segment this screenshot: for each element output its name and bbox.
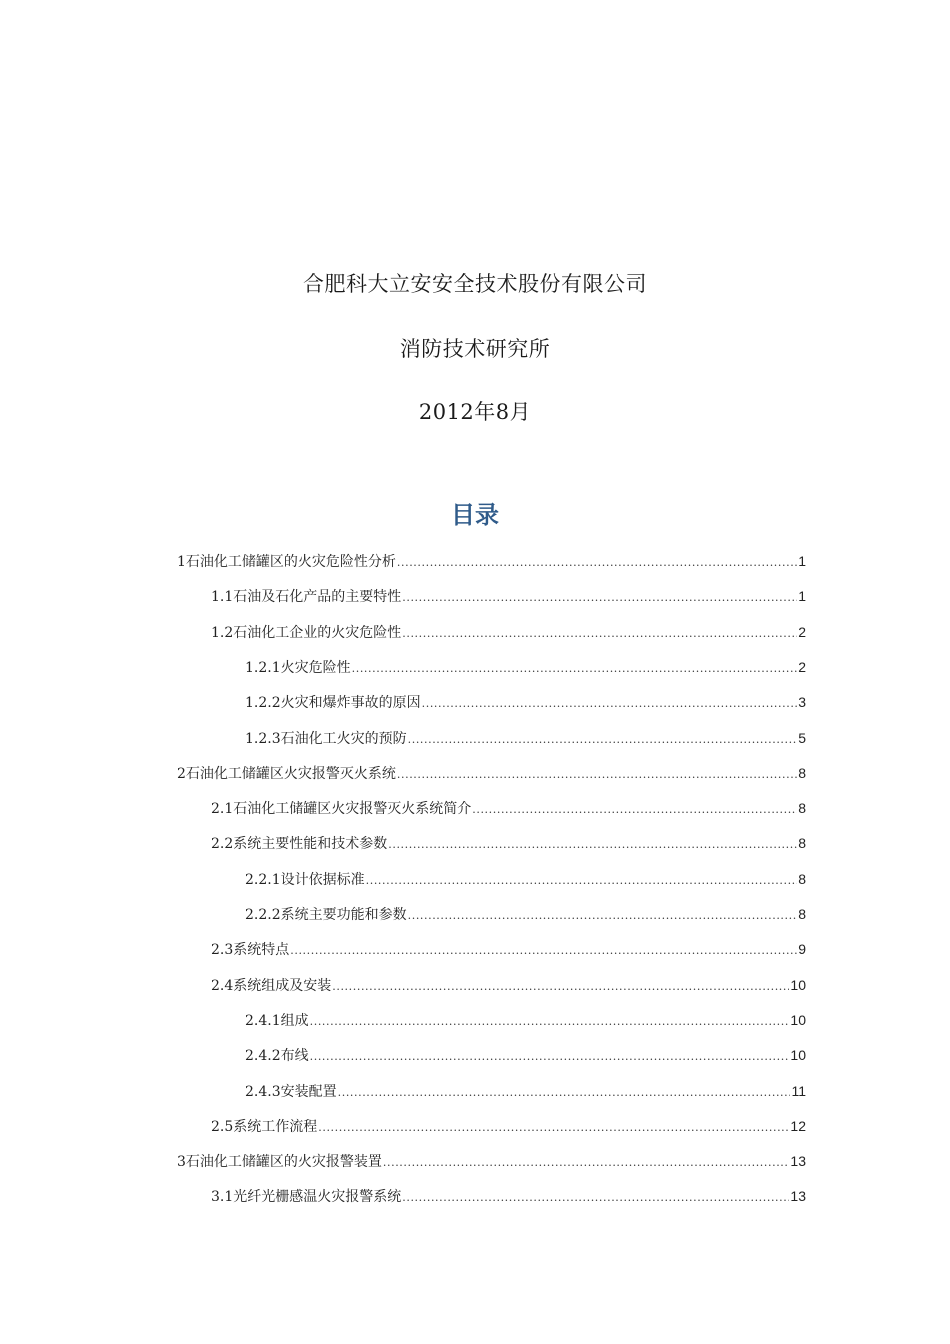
toc-entry[interactable]	[211, 939, 806, 961]
toc-entry-page-number: 8	[798, 906, 806, 922]
toc-entry-label: 2.2.2系统主要功能和参数	[245, 907, 407, 923]
toc-entry[interactable]	[211, 975, 806, 997]
toc-entry-label: 2.5系统工作流程	[211, 1119, 318, 1135]
toc-entry-page-number: 9	[798, 941, 806, 957]
toc-entry-label: 1.2.1火灾危险性	[245, 660, 351, 676]
toc-entry-page-number: 8	[798, 835, 806, 851]
toc-entry[interactable]	[245, 692, 806, 714]
toc-entry-page-number: 13	[790, 1153, 806, 1169]
toc-entry-page-number: 10	[790, 977, 806, 993]
toc-leader-dots	[408, 909, 798, 922]
toc-entry[interactable]	[211, 833, 806, 855]
toc-entry[interactable]	[245, 1010, 806, 1032]
table-of-contents	[0, 551, 950, 1311]
toc-entry-label: 1.2.3石油化工火灾的预防	[245, 731, 407, 747]
toc-entry-page-number: 5	[798, 730, 806, 746]
toc-entry-label: 3.1光纤光栅感温火灾报警系统	[211, 1189, 402, 1205]
toc-entry[interactable]	[245, 1045, 806, 1067]
department-name: 消防技术研究所	[399, 337, 551, 361]
toc-entry-page-number: 10	[790, 1012, 806, 1028]
toc-leader-dots	[352, 662, 798, 675]
toc-entry-label: 2.2系统主要性能和技术参数	[211, 836, 388, 852]
toc-entry-page-number: 8	[798, 871, 806, 887]
toc-entry-page-number: 2	[798, 659, 806, 675]
toc-leader-dots	[383, 1156, 790, 1169]
toc-entry[interactable]	[211, 622, 806, 644]
toc-leader-dots	[408, 733, 798, 746]
organization-name: 合肥科大立安安全技术股份有限公司	[303, 272, 647, 296]
toc-entry-label: 1.1石油及石化产品的主要特性	[211, 589, 402, 605]
toc-entry[interactable]	[245, 728, 806, 750]
toc-leader-dots	[397, 768, 797, 781]
toc-entry[interactable]	[245, 904, 806, 926]
toc-leader-dots	[402, 1191, 789, 1204]
toc-leader-dots	[402, 591, 797, 604]
toc-entry-page-number: 12	[790, 1118, 806, 1134]
toc-entry-page-number: 1	[798, 553, 806, 569]
toc-leader-dots	[472, 803, 797, 816]
toc-entry-label: 2.4.2布线	[245, 1048, 309, 1064]
toc-entry-page-number: 1	[798, 588, 806, 604]
toc-entry-label: 2.4系统组成及安装	[211, 978, 332, 994]
toc-entry-label: 2.1石油化工储罐区火灾报警灭火系统简介	[211, 801, 472, 817]
toc-entry[interactable]	[177, 551, 806, 573]
toc-entry-page-number: 11	[791, 1083, 806, 1099]
toc-entry-label: 2石油化工储罐区火灾报警灭火系统	[177, 766, 396, 782]
toc-entry-label: 2.2.1设计依据标准	[245, 872, 365, 888]
toc-entry-page-number: 8	[798, 800, 806, 816]
toc-leader-dots	[290, 944, 797, 957]
toc-entry[interactable]	[211, 1116, 806, 1138]
toc-entry-page-number: 3	[798, 694, 806, 710]
toc-leader-dots	[338, 1086, 791, 1099]
toc-leader-dots	[366, 874, 798, 887]
toc-leader-dots	[310, 1015, 790, 1028]
toc-entry[interactable]	[177, 763, 806, 785]
toc-leader-dots	[332, 980, 789, 993]
toc-entry[interactable]	[211, 586, 806, 608]
document-date: 2012年8月	[418, 400, 532, 424]
toc-entry[interactable]	[245, 869, 806, 891]
toc-entry-page-number: 8	[798, 765, 806, 781]
toc-entry-label: 3石油化工储罐区的火灾报警装置	[177, 1154, 382, 1170]
toc-entry-label: 1石油化工储罐区的火灾危险性分析	[177, 554, 396, 570]
toc-leader-dots	[310, 1050, 790, 1063]
toc-entry[interactable]	[177, 1151, 806, 1173]
toc-entry-label: 2.3系统特点	[211, 942, 290, 958]
toc-leader-dots	[388, 838, 797, 851]
toc-entry-page-number: 2	[798, 624, 806, 640]
toc-entry[interactable]	[211, 1186, 806, 1208]
toc-entry-label: 1.2石油化工企业的火灾危险性	[211, 625, 402, 641]
toc-entry-label: 1.2.2火灾和爆炸事故的原因	[245, 695, 421, 711]
toc-leader-dots	[397, 556, 797, 569]
toc-leader-dots	[318, 1121, 789, 1134]
toc-entry[interactable]	[211, 798, 806, 820]
toc-entry-label: 2.4.3安装配置	[245, 1084, 337, 1100]
toc-entry-page-number: 13	[790, 1188, 806, 1204]
toc-entry-page-number: 10	[790, 1047, 806, 1063]
toc-entry-label: 2.4.1组成	[245, 1013, 309, 1029]
toc-leader-dots	[422, 697, 798, 710]
toc-entry[interactable]	[245, 1081, 806, 1103]
toc-entry[interactable]	[245, 657, 806, 679]
toc-title: 目录	[451, 501, 499, 529]
toc-leader-dots	[402, 627, 797, 640]
